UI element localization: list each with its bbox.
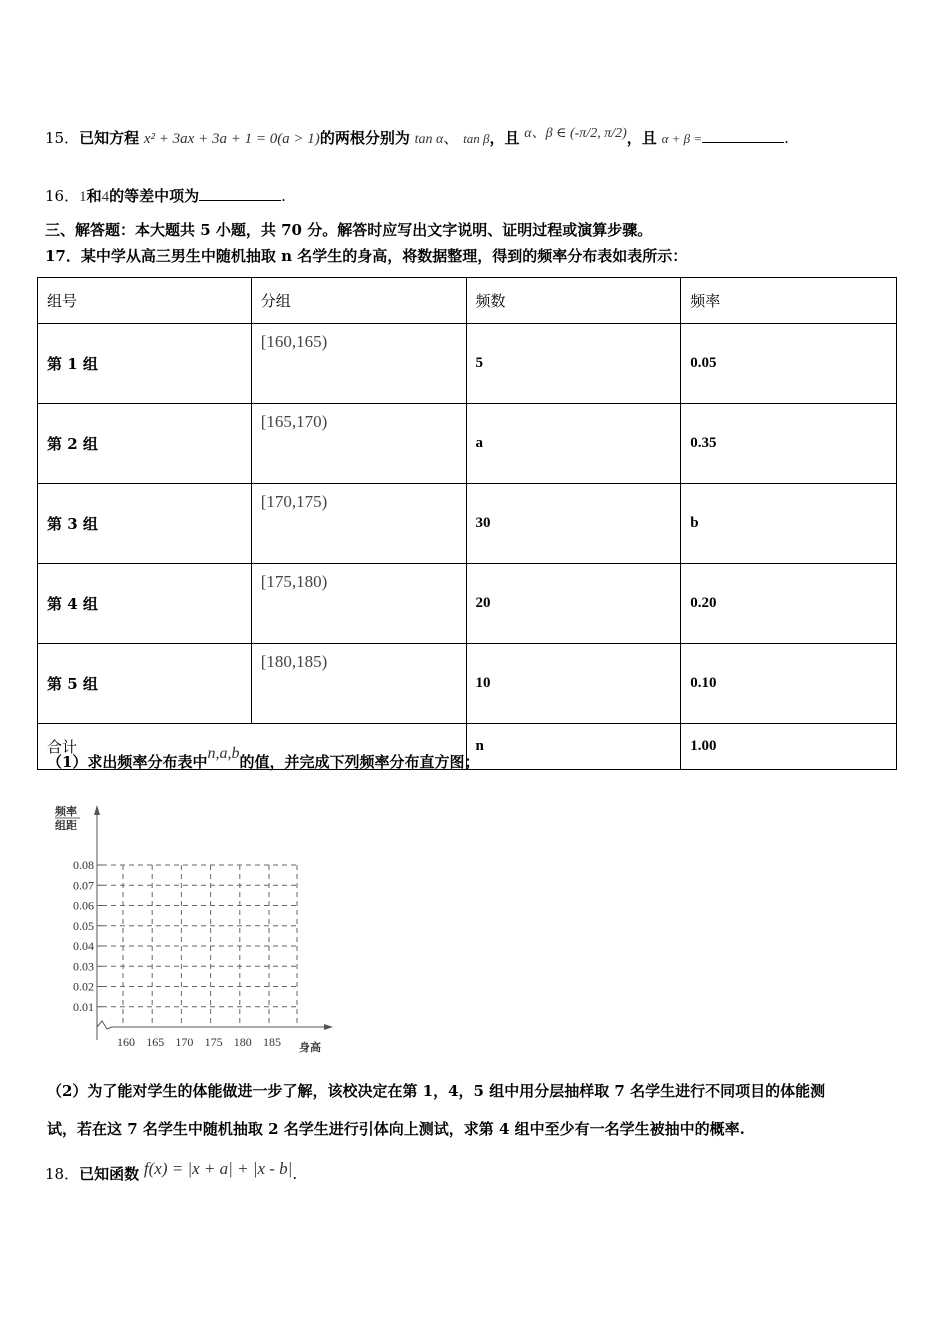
- cell-group: 第 2 组: [38, 404, 252, 484]
- cell-group: 第 3 组: [38, 484, 252, 564]
- cell-interval: [170,175): [251, 484, 466, 564]
- q15-sum: α + β =: [661, 131, 703, 146]
- question-17-intro: 17．某中学从高三男生中随机抽取 n 名学生的身高，将数据整理，得到的频率分布表如表所示：: [45, 247, 688, 265]
- cell-interval: [160,165): [251, 324, 466, 404]
- cell-total-count: n: [466, 724, 681, 770]
- q18-number: 18．: [45, 1165, 80, 1183]
- cell-frequency: 0.35: [681, 404, 897, 484]
- header-group: 组号: [38, 278, 252, 324]
- cell-group: 第 4 组: [38, 564, 252, 644]
- q15-answer-blank: [702, 128, 784, 143]
- q18-text: 已知函数: [79, 1165, 140, 1183]
- y-axis-label-numerator: 频率: [55, 805, 77, 818]
- q18-func: f(x) = |x + a| + |x - b|: [143, 1159, 293, 1178]
- q16-end: .: [281, 187, 286, 205]
- cell-frequency: 0.20: [681, 564, 897, 644]
- part1-vars: n,a,b: [207, 745, 240, 762]
- frequency-table: [37, 277, 897, 770]
- table-row: [38, 644, 897, 724]
- x-tick-label: 175: [204, 1035, 223, 1049]
- q15-end: .: [784, 129, 789, 147]
- y-tick-label: 0.05: [73, 918, 94, 933]
- question-17-part2-line1: （2）为了能对学生的体能做进一步了解，该校决定在第 1，4，5 组中用分层抽样取 7 名学生进行不同项目的体能测: [47, 1082, 826, 1100]
- cell-count: 30: [466, 484, 681, 564]
- cell-group: 第 5 组: [38, 644, 252, 724]
- y-tick-label: 0.04: [73, 939, 94, 953]
- q15-sep1: 、: [443, 129, 459, 147]
- q16-n2: 4: [101, 189, 110, 205]
- y-tick-label: 0.07: [73, 878, 94, 893]
- x-axis-label: 身高: [299, 1041, 321, 1054]
- table-header-row: [38, 278, 897, 324]
- cell-count: 5: [466, 324, 681, 404]
- table-row: [38, 404, 897, 484]
- x-axis-arrow: [324, 1024, 333, 1030]
- y-axis-arrow: [94, 805, 100, 815]
- q15-number: 15．: [45, 129, 80, 147]
- y-tick-label: 0.02: [73, 979, 94, 994]
- cell-frequency: b: [681, 484, 897, 564]
- header-frequency: 频率: [681, 278, 897, 324]
- x-tick-label: 185: [263, 1035, 281, 1049]
- q15-prefix: 已知方程: [79, 129, 140, 147]
- q15-tan-alpha: tan α: [414, 132, 444, 147]
- y-tick-label: 0.03: [73, 959, 94, 974]
- question-16: [45, 185, 286, 206]
- cell-interval: [175,180): [251, 564, 466, 644]
- cell-total-frequency: 1.00: [681, 724, 897, 770]
- y-tick-label: 0.08: [73, 858, 94, 872]
- q16-text2: 的等差中项为: [109, 187, 200, 205]
- q16-number: 16．: [45, 187, 80, 205]
- y-tick-label: 0.06: [73, 898, 94, 913]
- q15-tan-beta: tan β: [463, 131, 490, 146]
- y-axis-label-denominator: 组距: [55, 819, 77, 832]
- table-row: [38, 484, 897, 564]
- q15-sep2: ，且: [489, 129, 520, 147]
- cell-frequency: 0.10: [681, 644, 897, 724]
- q16-answer-blank: [199, 186, 281, 201]
- cell-count: 20: [466, 564, 681, 644]
- part1-prefix: （1）求出频率分布表中: [47, 753, 208, 771]
- table-row: [38, 564, 897, 644]
- header-interval: 分组: [251, 278, 466, 324]
- header-count: 频数: [466, 278, 681, 324]
- histogram-chart: [50, 795, 350, 1060]
- q15-mid: 的两根分别为: [319, 129, 410, 147]
- cell-group: 第 1 组: [38, 324, 252, 404]
- cell-total-label: 合计: [38, 724, 467, 770]
- y-tick-label: 0.01: [73, 999, 94, 1014]
- q15-sep3: ，且: [626, 129, 657, 147]
- cell-interval: [180,185): [251, 644, 466, 724]
- x-tick-label: 160: [117, 1035, 135, 1049]
- q16-text1: 和: [86, 187, 102, 205]
- cell-count: 10: [466, 644, 681, 724]
- question-17-part2-line2: 试，若在这 7 名学生中随机抽取 2 名学生进行引体向上测试，求第 4 组中至少有一名学生被抽中的概率.: [47, 1120, 745, 1138]
- q16-n1: 1: [79, 189, 87, 205]
- question-15: [45, 127, 789, 148]
- cell-frequency: 0.05: [681, 324, 897, 404]
- x-tick-label: 170: [175, 1035, 194, 1049]
- x-tick-label: 165: [146, 1035, 165, 1049]
- section-heading: 三、解答题：本大题共 5 小题，共 70 分。解答时应写出文字说明、证明过程或演算步骤。: [45, 221, 653, 239]
- q15-condition: α、β ∈ (-π/2, π/2): [524, 126, 627, 141]
- table-row: [38, 324, 897, 404]
- chart-layer: [55, 804, 333, 1054]
- q15-equation: x² + 3ax + 3a + 1 = 0(a > 1): [143, 131, 320, 147]
- x-tick-label: 180: [233, 1035, 252, 1049]
- q18-end: .: [292, 1165, 298, 1183]
- cell-count: a: [466, 404, 681, 484]
- axis-break-mark: [97, 1021, 112, 1029]
- cell-interval: [165,170): [251, 404, 466, 484]
- question-18: [45, 1159, 298, 1184]
- part1-suffix: 的值，并完成下列频率分布直方图；: [239, 753, 480, 771]
